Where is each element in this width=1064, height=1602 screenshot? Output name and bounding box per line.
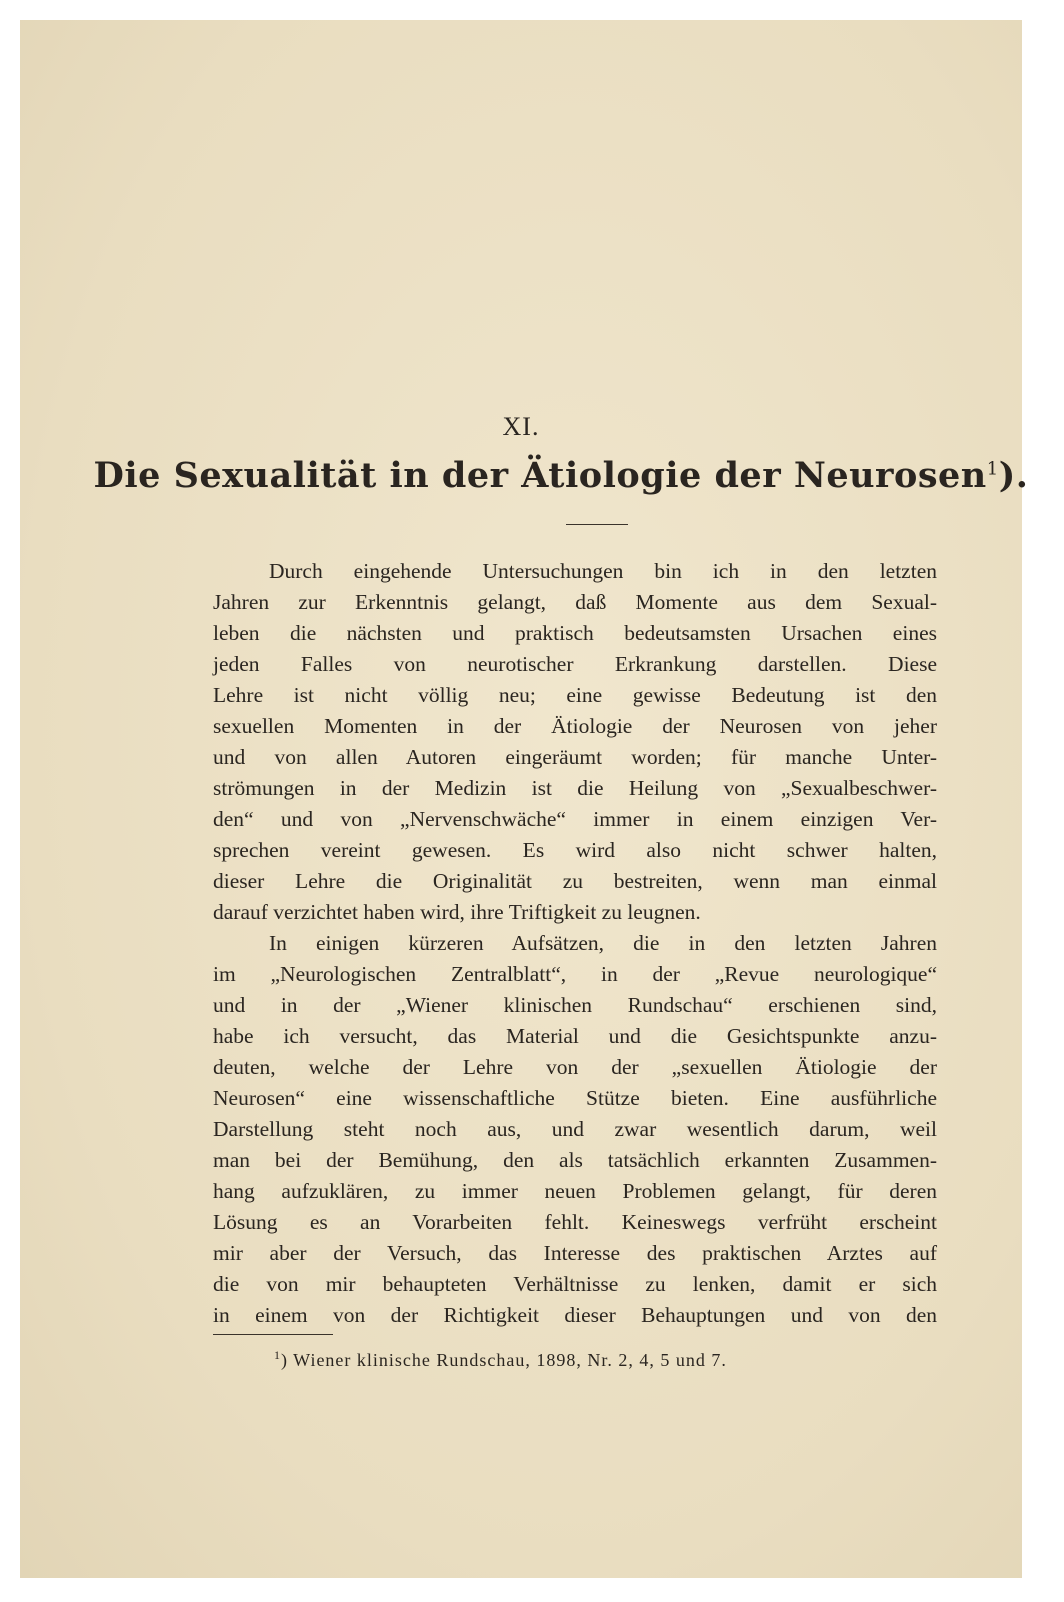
- text-line: Neurosen“ eine wissenschaftliche Stütze bieten. Eine ausführliche: [213, 1086, 937, 1110]
- book-page: [20, 20, 1029, 1578]
- text-line: man bei der Bemühung, den als tatsächlich erkannten Zusammen-: [213, 1148, 937, 1172]
- footnote-divider: [213, 1334, 333, 1335]
- chapter-number: XI.: [502, 412, 540, 441]
- text-line: In einigen kürzeren Aufsätzen, die in den letzten Jahren: [269, 931, 937, 955]
- text-line: leben die nächsten und praktisch bedeutsamsten Ursachen eines: [213, 621, 937, 645]
- text-line: hang aufzuklären, zu immer neuen Problemen gelangt, für deren: [213, 1179, 937, 1203]
- text-line: darauf verzichtet haben wird, ihre Triftigkeit zu leugnen.: [213, 900, 701, 924]
- text-line: strömungen in der Medizin ist die Heilung von „Sexualbeschwer-: [213, 776, 937, 800]
- text-line: Lösung es an Vorarbeiten fehlt. Keineswegs verfrüht erscheint: [213, 1210, 937, 1234]
- footnote-reference: 1: [986, 458, 999, 480]
- text-line: die von mir behaupteten Verhältnisse zu lenken, damit er sich: [213, 1272, 937, 1296]
- text-line: sexuellen Momenten in der Ätiologie der Neurosen von jeher: [213, 714, 937, 738]
- text-line: jeden Falles von neurotischer Erkrankung darstellen. Diese: [213, 652, 937, 676]
- footnote-text: ) Wiener klinische Rundschau, 1898, Nr. 2, 4, 5 und 7.: [281, 1350, 727, 1370]
- text-line: den“ und von „Nervenschwäche“ immer in einem einzigen Ver-: [213, 807, 937, 831]
- text-line: und von allen Autoren eingeräumt worden; für manche Unter-: [213, 745, 937, 769]
- title-divider: [566, 524, 628, 525]
- text-line: mir aber der Versuch, das Interesse des praktischen Arztes auf: [213, 1241, 937, 1265]
- text-line: deuten, welche der Lehre von der „sexuellen Ätiologie der: [213, 1055, 937, 1079]
- footnote: [274, 1348, 727, 1371]
- text-line: in einem von der Richtigkeit dieser Behauptungen und von den: [213, 1303, 937, 1327]
- chapter-title-text: Die Sexualität in der Ätiologie der Neurosen: [93, 455, 987, 496]
- text-line: Jahren zur Erkenntnis gelangt, daß Momente aus dem Sexual-: [213, 590, 937, 614]
- text-line: sprechen vereint gewesen. Es wird also nicht schwer halten,: [213, 838, 937, 862]
- body-text: [213, 556, 937, 1331]
- text-line: Darstellung steht noch aus, und zwar wesentlich darum, weil: [213, 1117, 937, 1141]
- text-line: im „Neurologischen Zentralblatt“, in der „Revue neurologique“: [213, 962, 937, 986]
- text-line: habe ich versucht, das Material und die Gesichtspunkte anzu-: [213, 1024, 937, 1048]
- text-line: und in der „Wiener klinischen Rundschau“ erschienen sind,: [213, 993, 937, 1017]
- footnote-marker: 1: [274, 1348, 281, 1362]
- text-line: Lehre ist nicht völlig neu; eine gewisse Bedeutung ist den: [213, 683, 937, 707]
- chapter-title: [60, 455, 1062, 496]
- chapter-title-close: ).: [998, 455, 1029, 496]
- text-line: Durch eingehende Untersuchungen bin ich in den letzten: [269, 559, 937, 583]
- text-line: dieser Lehre die Originalität zu bestreiten, wenn man einmal: [213, 869, 937, 893]
